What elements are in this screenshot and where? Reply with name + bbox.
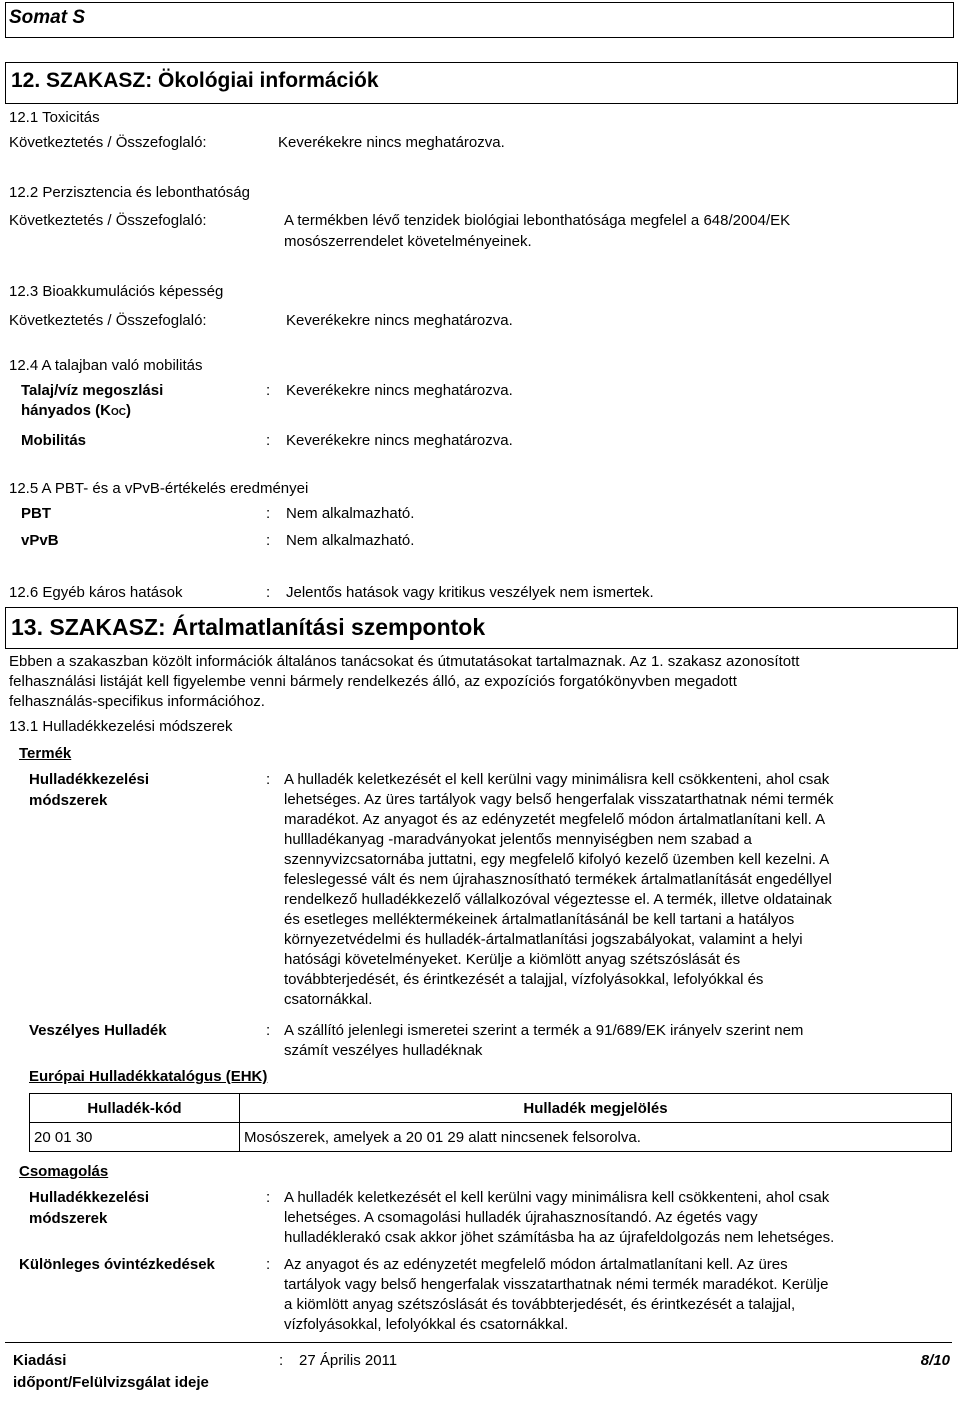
mobility-value: Keverékekre nincs meghatározva. — [286, 432, 513, 449]
ewc-code-cell: 20 01 30 — [30, 1123, 240, 1152]
special-precautions-colon: : — [266, 1256, 271, 1273]
section-13-intro-line2: felhasználási listáját kell figyelembe venni bármely rendelkezés álló, az expozíciós forgatókönyvben megadott — [9, 673, 737, 690]
special-precautions-text: Az anyagot és az edényzetét megfelelő módon ártalmatlanítani kell. Az üres tartályok vagy belső hengerfalak visszatarthatnak némi termék maradékot. Kerülje a kiömlött anyag szétszóslását és továbbterjedését, és érintkezését a talajjal, vízfolyásokkal, lefolyókkal és csatornákkal. — [284, 1256, 829, 1333]
header-box — [5, 2, 954, 38]
footer-colon: : — [279, 1352, 284, 1369]
section-13-title: 13. SZAKASZ: Ártalmatlanítási szempontok — [11, 614, 486, 640]
ewc-table-header-row — [30, 1094, 952, 1123]
section-13-intro-line3: felhasználás-specifikus információhoz. — [9, 693, 265, 710]
product-methods-text: A hulladék keletkezését el kell kerülni vagy minimálisra kell csökkenteni, ahol csak lehetséges. Az üres tartályok vagy belső hengerfalak visszatarthatnak némi termék maradékot. Az anyagot és az edényzetét megfelelő módon ártalmatlanítani kell. A hullladékanyag -maradványokat jelentős mennyiségben nem szabad a szennyvizcsatornába juttatni, egy megfelelő kifolyó kezelő üzemben kell kezelni. A feleslegessé vált és nem újrahasznosítható termékek ártalmatlanítását engedéllyel rendelkező hulladékkezelő vállalkozóval végeztesse el. A termék, illetve oldatainak és esetleges melléktermékeinek ártalmatlanításánál be kell tartani a hatályos környezetvédelmi és hulladék-ártalmatlanítási jogszabályokat, valamint a helyi hatósági követelményeket. Kerülje a kiömlött anyag szétszóslását és továbbterjedését, és érintkezését a talajjal, vízfolyásokkal, lefolyókkal és csatornákkal. — [284, 771, 834, 1008]
pbt-value: Nem alkalmazható. — [286, 505, 415, 522]
table-row — [30, 1123, 952, 1152]
toxicity-label: Következtetés / Összefoglaló: — [9, 134, 207, 151]
section-12-title: 12. SZAKASZ: Ökológiai információk — [11, 69, 379, 92]
pbt-heading: 12.5 A PBT- és a vPvB-értékelés eredményei — [9, 480, 309, 497]
other-effects-heading: 12.6 Egyéb káros hatások — [9, 584, 183, 601]
footer-divider — [5, 1342, 952, 1343]
packaging-methods-label-line2: módszerek — [29, 1210, 108, 1227]
product-methods-label-line2: módszerek — [29, 792, 108, 809]
vpvb-value: Nem alkalmazható. — [286, 532, 415, 549]
packaging-methods-text: A hulladék keletkezését el kell kerülni vagy minimálisra kell csökkenteni, ahol csak lehetséges. A csomagolási hulladék újrahasznosítandó. Az égetés vagy hulladéklerakó csak akkor jöhet számításba ha az újrafeldolgozás nem lehetséges. — [284, 1189, 835, 1246]
ewc-description-cell: Mosószerek, amelyek a 20 01 29 alatt nincsenek felsorolva. — [240, 1123, 952, 1152]
packaging-heading: Csomagolás — [19, 1163, 109, 1180]
pbt-colon: : — [266, 505, 271, 522]
page-number: 8/10 — [920, 1352, 950, 1369]
product-methods-label-line1: Hulladékkezelési — [29, 771, 150, 788]
ewc-header-description: Hulladék megjelölés — [240, 1094, 952, 1123]
hazardous-waste-label: Veszélyes Hulladék — [29, 1022, 167, 1039]
persistence-value-line2: mosószerrendelet követelményeinek. — [284, 233, 532, 250]
hazardous-waste-text: A szállító jelenlegi ismeretei szerint a termék a 91/689/EK irányelv szerint nem számít veszélyes hulladéknak — [284, 1022, 804, 1059]
waste-methods-heading: 13.1 Hulladékkezelési módszerek — [9, 718, 233, 735]
pbt-label: PBT — [21, 505, 51, 522]
footer-date: 27 Április 2011 — [299, 1352, 398, 1369]
bioaccumulation-value: Keverékekre nincs meghatározva. — [286, 312, 513, 329]
special-precautions-label: Különleges óvintézkedések — [19, 1256, 215, 1273]
bioaccumulation-heading: 12.3 Bioakkumulációs képesség — [9, 283, 224, 300]
ewc-table — [29, 1093, 952, 1152]
bioaccumulation-label: Következtetés / Összefoglaló: — [9, 312, 207, 329]
footer-date-label-line2: időpont/Felülvizsgálat ideje — [13, 1374, 209, 1391]
mobility-colon: : — [266, 432, 271, 449]
mobility-label: Mobilitás — [21, 432, 87, 449]
section-13-intro-line1: Ebben a szakaszban közölt információk általános tanácsokat és útmutatásokat tartalmaznak. Az 1. szakasz azonosított — [9, 653, 800, 670]
packaging-methods-label-line1: Hulladékkezelési — [29, 1189, 150, 1206]
other-effects-colon: : — [266, 584, 271, 601]
vpvb-colon: : — [266, 532, 271, 549]
persistence-heading: 12.2 Perzisztencia és lebonthatóság — [9, 184, 250, 201]
packaging-methods-colon: : — [266, 1189, 271, 1206]
mobility-heading: 12.4 A talajban való mobilitás — [9, 357, 203, 374]
persistence-value-line1: A termékben lévő tenzidek biológiai lebonthatósága megfelel a 648/2004/EK — [284, 212, 791, 229]
vpvb-label: vPvB — [21, 532, 59, 549]
hazardous-waste-colon: : — [266, 1022, 271, 1039]
ewc-heading: Európai Hulladékkatalógus (EHK) — [29, 1068, 268, 1085]
koc-label-line1: Talaj/víz megoszlási — [21, 382, 164, 399]
koc-label-line2: hányados (KOC) — [21, 402, 132, 419]
other-effects-value: Jelentős hatások vagy kritikus veszélyek nem ismertek. — [286, 584, 654, 601]
ewc-header-code: Hulladék-kód — [30, 1094, 240, 1123]
toxicity-value: Keverékekre nincs meghatározva. — [278, 134, 505, 151]
footer-date-label-line1: Kiadási — [13, 1352, 67, 1369]
product-name: Somat S — [9, 7, 86, 28]
toxicity-heading: 12.1 Toxicitás — [9, 109, 100, 126]
product-methods-colon: : — [266, 771, 271, 788]
koc-value: Keverékekre nincs meghatározva. — [286, 382, 513, 399]
product-heading: Termék — [19, 745, 72, 762]
persistence-label: Következtetés / Összefoglaló: — [9, 212, 207, 229]
koc-colon: : — [266, 382, 271, 399]
